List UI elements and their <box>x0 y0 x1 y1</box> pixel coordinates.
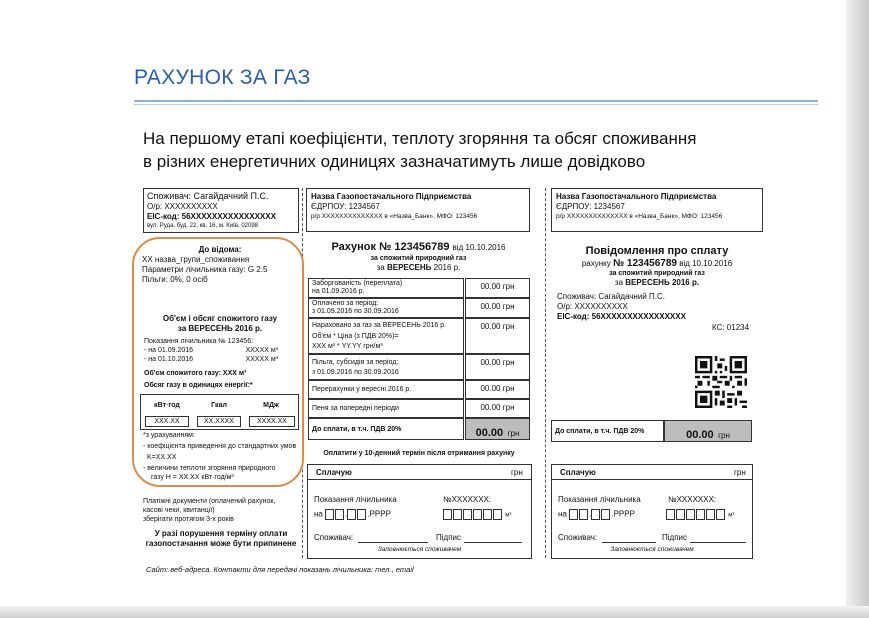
month-digit-field[interactable] <box>601 509 610 520</box>
note-5: газу H = XX.XX кВт·год/м³ <box>151 474 234 481</box>
row-2-label-1: Оплачено за період: <box>312 300 379 307</box>
highlight-oval <box>132 237 304 487</box>
consumer-eic: ЕІС-код: 56XXXXXXXXXXXXXXXX <box>147 212 276 221</box>
invoice-period-month: ВЕРЕСЕНЬ <box>386 263 432 272</box>
supplier-edrpou: ЄДРПОУ: 1234567 <box>311 202 380 211</box>
consumer-name: Споживач: Сагайдачний П.С. <box>147 191 269 201</box>
payment-coupon-right <box>551 464 753 559</box>
row-6-label-1: Пеня за попередні періоди <box>312 405 399 412</box>
coupon-meter-no: №XXXXXXX: <box>443 495 492 504</box>
coupon-consumer-line-right[interactable] <box>602 542 656 543</box>
reading-2-date: - на 01.10.2016 <box>144 356 194 363</box>
reading-digit-field[interactable] <box>493 509 502 520</box>
disconnection-warning <box>142 529 300 549</box>
notice-ks: КС: 01234 <box>712 323 750 332</box>
supplier-edrpou-notice: ЄДРПОУ: 1234567 <box>556 202 625 211</box>
scan-edge-bottom <box>0 606 869 618</box>
month-digit-field[interactable] <box>347 509 356 520</box>
coupon-filled-by-right: Заповнюється споживачем <box>610 546 694 553</box>
notice-total-currency: грн <box>718 431 730 440</box>
invoice-total-amount: 00.00 <box>475 427 504 439</box>
reading-digit-field[interactable] <box>686 509 695 520</box>
invoice-title-prefix: Рахунок <box>331 241 377 253</box>
notice-total-box <box>664 420 752 442</box>
notice-number: № 123456789 <box>612 258 677 269</box>
volume-title-2: за ВЕРЕСЕНЬ 2016 р. <box>177 324 263 333</box>
note-2: - коефіцієнта приведення до стандартних умов <box>143 443 297 450</box>
invoice-date: від 10.10.2016 <box>452 243 506 252</box>
invoice-total-currency: грн <box>507 429 520 438</box>
row-1-label-1: Заборгованість (переплата) <box>312 280 403 287</box>
row-2-label-2: з 01.09.2016 по 30.09.2016 <box>312 308 399 315</box>
coupon-paid-label-right: Сплачую <box>560 468 596 477</box>
invoice-row-5-amount: 00.00 грн <box>465 380 530 399</box>
coupon-readings-label: Показання лічильника <box>314 495 397 504</box>
reading-1-value: XXXXX м³ <box>245 347 278 354</box>
coupon-paid-row-right <box>552 465 752 480</box>
payment-notice <box>551 244 763 288</box>
day-digit-field[interactable] <box>325 509 334 520</box>
supplier-name: Назва Газопостачального Підприємства <box>311 192 472 201</box>
notice-period-prefix: за <box>614 278 624 287</box>
info-meter-params: Параметри лічильника газу: G 2.5 <box>142 265 268 274</box>
notice-account-prefix: рахунку <box>581 259 611 268</box>
reading-digit-field[interactable] <box>696 509 705 520</box>
row-4-label-1: Пільга, субсидія за період: <box>312 359 399 366</box>
notice-consumer-account: О/р: XXXXXXXXXX <box>557 302 628 311</box>
notice-line-1: На першому етапі коефіцієнти, теплоту згоряння та обсяг споживання <box>143 129 697 148</box>
invoice-header <box>306 241 531 273</box>
day-digit-field[interactable] <box>579 509 588 520</box>
coupon-on-label: на <box>314 509 323 519</box>
supplier-bank: р/р XXXXXXXXXXXXXX в «Назва_Банк», МФО: 123456 <box>311 213 478 220</box>
note-3: K=XX.XX <box>147 454 177 461</box>
notice-total-label: До сплати, в т.ч. ПДВ 20% <box>551 420 664 442</box>
invoice-row-2-amount: 00.00 грн <box>465 298 530 318</box>
reading-digit-field[interactable] <box>453 509 462 520</box>
row-3-label-3: XXX м³ * YY.YY грн/м³ <box>312 343 383 350</box>
coupon-paid-label: Сплачую <box>316 468 352 477</box>
invoice-row-1 <box>308 278 464 298</box>
coupon-date-entry: на . .РРРР <box>314 509 391 519</box>
notice-consumer-name: Споживач: Сагайдачний П.С. <box>557 292 665 301</box>
invoice-row-1-amount: 00.00 грн <box>465 278 530 298</box>
reading-digit-field[interactable] <box>443 509 452 520</box>
notice-headline <box>143 127 696 173</box>
notice-date: від 10.10.2016 <box>679 259 733 268</box>
consumer-account: О/р: XXXXXXXXXX <box>147 202 218 211</box>
cut-line-right <box>545 188 546 558</box>
coupon-consumer-line[interactable] <box>358 542 428 543</box>
keep-documents-note <box>143 497 299 524</box>
reading-digit-field[interactable] <box>473 509 482 520</box>
invoice-period-prefix: за <box>376 263 385 272</box>
notice-period <box>551 278 763 288</box>
energy-header-kwh: кВт·год <box>154 402 180 409</box>
invoice-row-5 <box>308 380 464 399</box>
coupon-consumer-label: Споживач: <box>314 533 354 542</box>
invoice-row-3 <box>308 318 464 354</box>
energy-value-gcal: XX.XXXX <box>197 416 241 427</box>
invoice-row-4-amount: 00.00 грн <box>465 354 530 380</box>
invoice-period-year: 2016 р. <box>433 263 461 272</box>
reading-digit-field[interactable] <box>666 509 675 520</box>
footer-contacts: Сайт: веб-адреса. Контакти для передачі показань лічильника: тел., email <box>146 565 414 574</box>
info-heading: До відома: <box>198 245 242 254</box>
row-3-label-1: Нараховано за газ за ВЕРЕСЕНЬ 2016 р. <box>312 322 447 329</box>
notice-period-year: 2016 р. <box>671 278 700 287</box>
reading-digit-field[interactable] <box>463 509 472 520</box>
invoice-title <box>306 241 531 254</box>
energy-value-kwh: XXX.XX <box>145 416 189 427</box>
coupon-reading-entry <box>443 509 511 521</box>
notice-consumer <box>557 292 757 322</box>
energy-volume-label: Обсяг газу в одиницях енергії:* <box>144 382 253 389</box>
notice-title: Повідомлення про сплату <box>585 245 729 257</box>
reading-digit-field[interactable] <box>676 509 685 520</box>
energy-header-mj: МДж <box>263 402 279 409</box>
supplier-box <box>306 188 530 232</box>
coupon-consumer-label-right: Споживач: <box>558 533 598 542</box>
coupon-m3: м³ <box>505 512 512 519</box>
notice-line-2: в різних енергетичних одиницях зазначатимуть лише довідково <box>143 152 646 171</box>
reading-digit-field[interactable] <box>716 509 725 520</box>
consumer-address: вул. Руда, буд. 22, кв. 16, м. Київ, 02098 <box>147 223 259 229</box>
info-group: ХХ назва_групи_споживання <box>142 255 250 264</box>
invoice-row-6-amount: 00.00 грн <box>465 399 530 418</box>
invoice-subtitle: за спожитий природний газ <box>370 255 467 262</box>
invoice-row-4 <box>308 354 464 380</box>
notice-consumer-eic: ЕІС-код: 56XXXXXXXXXXXXXXXX <box>557 312 686 321</box>
coupon-on-label-right: на <box>558 509 567 519</box>
invoice-number: № 123456789 <box>379 241 450 253</box>
invoice-total-label: До сплати, в т.ч. ПДВ 20% <box>308 418 464 440</box>
scan-edge-right <box>846 0 869 618</box>
coupon-signature-label-right: Підпис <box>662 533 687 542</box>
keep-2: касові чеки, квитанції) <box>143 507 215 514</box>
coupon-year-right: РРРР <box>613 509 635 519</box>
payment-coupon-left <box>307 464 532 559</box>
notice-subtitle: за спожитий природний газ <box>609 270 705 277</box>
note-4: - величини теплоти згоряння природного <box>143 465 276 472</box>
qr-code-icon <box>695 356 747 408</box>
coupon-year: РРРР <box>369 509 391 519</box>
supplier-bank-notice: р/р XXXXXXXXXXXXXX в «Назва_Банк», МФО: 123456 <box>556 213 723 220</box>
reading-2-value: XXXXX м³ <box>245 356 278 363</box>
coupon-meter-no-right: №XXXXXXX: <box>668 495 717 504</box>
coupon-currency: грн <box>511 468 523 477</box>
coupon-readings-label-right: Показання лічильника <box>558 495 641 504</box>
coupon-signature-line-right[interactable] <box>690 542 746 543</box>
reading-digit-field[interactable] <box>706 509 715 520</box>
keep-3: зберігати протягом 3-х років <box>143 516 234 523</box>
info-privileges: Пільги: 0%, 0 осіб <box>142 275 208 284</box>
volume-title-1: Об'єм і обсяг спожитого газу <box>162 314 278 323</box>
invoice-total-box <box>465 418 530 440</box>
supplier-name-notice: Назва Газопостачального Підприємства <box>556 192 717 201</box>
keep-1: Платіжні документи (оплачений рахунок, <box>143 498 276 505</box>
reading-digit-field[interactable] <box>483 509 492 520</box>
warn-1: У разі порушення терміну оплати <box>154 529 288 538</box>
invoice-period <box>306 263 531 273</box>
note-1: *з урахуванням: <box>143 432 195 439</box>
notice-number-line <box>551 258 763 269</box>
invoice-row-3-amount: 00.00 грн <box>465 318 530 354</box>
supplier-box-notice <box>551 188 763 232</box>
coupon-date-entry-right: на . .РРРР <box>558 509 635 519</box>
coupon-signature-line[interactable] <box>464 542 522 543</box>
row-1-label-2: на 01.09.2016 р. <box>312 288 365 295</box>
invoice-row-6 <box>308 399 464 418</box>
pay-term: Оплатити у 10-денний термін після отримання рахунку <box>323 450 515 457</box>
row-3-label-2: Об'єм * Ціна (з ПДВ 20%)= <box>312 333 399 340</box>
consumer-box <box>143 188 299 233</box>
coupon-m3-right: м³ <box>728 512 735 519</box>
row-5-label-1: Перерахунки у вересні 2016 р. <box>312 386 412 393</box>
notice-period-month: ВЕРЕСЕНЬ <box>625 278 670 287</box>
day-digit-field[interactable] <box>569 509 578 520</box>
reading-1-date: - на 01.09.2016 <box>144 347 194 354</box>
page-title: РАХУНОК ЗА ГАЗ <box>134 66 311 89</box>
energy-header-gcal: Гкал <box>211 402 227 409</box>
month-digit-field[interactable] <box>591 509 600 520</box>
invoice-row-2 <box>308 298 464 318</box>
row-4-label-2: з 01.09.2016 по 30.09.2016 <box>312 369 399 376</box>
coupon-paid-row <box>308 465 531 480</box>
notice-total-amount: 00.00 <box>686 429 714 441</box>
title-rule-thin <box>134 104 818 105</box>
readings-label: Показання лічильника № 123456: <box>144 338 254 345</box>
warn-2: газопостачання може бути припинене <box>145 539 297 548</box>
day-digit-field[interactable] <box>335 509 344 520</box>
coupon-reading-entry-right <box>666 509 734 521</box>
title-rule <box>134 100 818 102</box>
coupon-filled-by: Заповнюється споживачем <box>377 546 462 553</box>
month-digit-field[interactable] <box>357 509 366 520</box>
energy-value-mj: XXXX.XX <box>249 416 295 427</box>
coupon-currency-right: грн <box>734 468 746 477</box>
volume-consumed: Об'єм спожитого газу: XXX м³ <box>144 370 247 377</box>
coupon-signature-label: Підпис <box>436 533 461 542</box>
